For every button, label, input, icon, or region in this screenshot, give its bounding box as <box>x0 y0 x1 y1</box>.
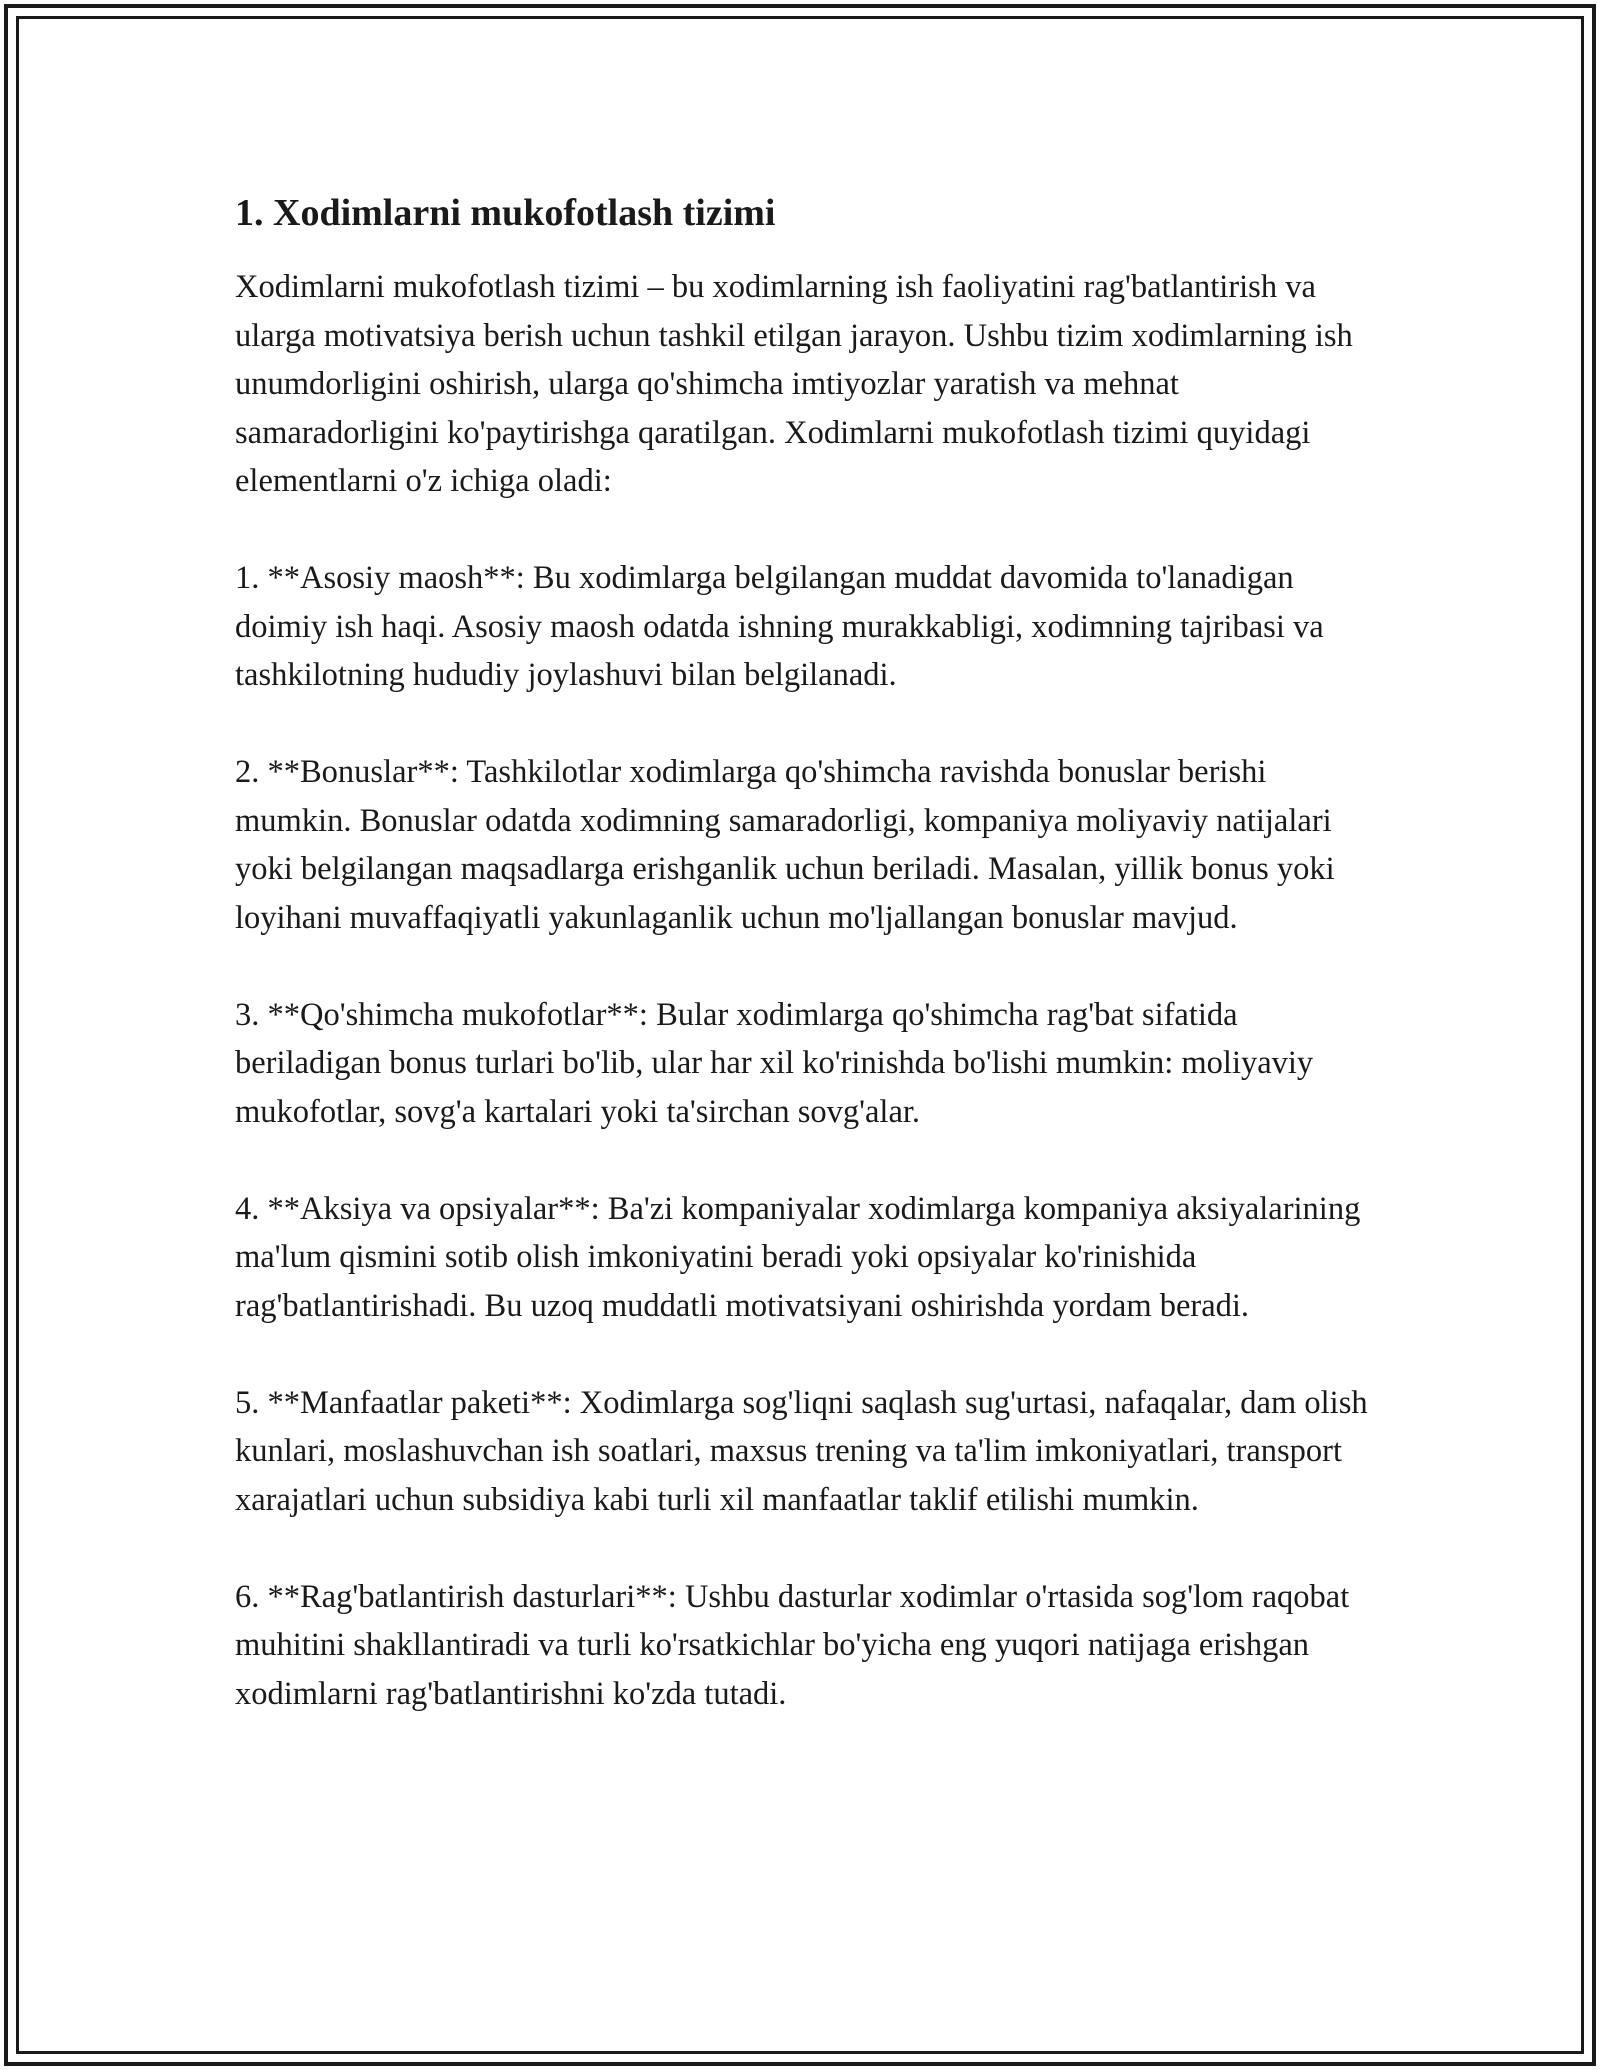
document-body <box>235 185 1385 1767</box>
list-item-additional-rewards: 3. **Qo'shimcha mukofotlar**: Bular xodimlarga qo'shimcha rag'bat sifatida beriladigan bonus turlari bo'lib, ular har xil ko'rinishda bo'lishi mumkin: moliyaviy mukofotlar, sovg'a kartalari yoki ta'sirchan sovg'alar. <box>235 996 1314 1130</box>
list-item-incentive-programs: 6. **Rag'batlantirish dasturlari**: Ushbu dasturlar xodimlar o'rtasida sog'lom raqobat muhitini shakllantiradi va turli ko'rsatkichlar bo'yicha eng yuqori natijaga erishgan xodimlarni rag'batlantirishni ko'zda tutadi. <box>235 1578 1350 1712</box>
list-item-basic-salary: 1. **Asosiy maosh**: Bu xodimlarga belgilangan muddat davomida to'lanadigan doimiy ish haqi. Asosiy maosh odatda ishning murakkabligi, xodimning tajribasi va tashkilotning hududiy joylashuvi bilan belgilanadi. <box>235 560 1324 693</box>
section-heading: 1. Xodimlarni mukofotlash tizimi <box>235 192 776 234</box>
list-item-stocks-options: 4. **Aksiya va opsiyalar**: Ba'zi kompaniyalar xodimlarga kompaniya aksiyalarining ma'lum qismini sotib olish imkoniyatini beradi yoki opsiyalar ko'rinishida rag'batlantirishadi. Bu uzoq muddatli motivatsiyani oshirishda yordam beradi. <box>235 1190 1361 1324</box>
intro-paragraph: Xodimlarni mukofotlash tizimi – bu xodimlarning ish faoliyatini rag'batlantirish va ularga motivatsiya berish uchun tashkil etilgan jarayon. Ushbu tizim xodimlarning ish unumdorligini oshirish, ularga qo'shimcha imtiyozlar yaratish va mehnat samaradorligini ko'paytirishga qaratilgan. Xodimlarni mukofotlash tizimi quyidagi elementlarni o'z ichiga oladi: <box>235 269 1353 499</box>
list-item-benefits-package: 5. **Manfaatlar paketi**: Xodimlarga sog'liqni saqlash sug'urtasi, nafaqalar, dam olish kunlari, moslashuvchan ish soatlari, maxsus trening va ta'lim imkoniyatlari, transport xarajatlari uchun subsidiya kabi turli xil manfaatlar taklif etilishi mumkin. <box>235 1384 1368 1518</box>
list-item-bonuses: 2. **Bonuslar**: Tashkilotlar xodimlarga qo'shimcha ravishda bonuslar berishi mumkin. Bonuslar odatda xodimning samaradorligi, kompaniya moliyaviy natijalari yoki belgilangan maqsadlarga erishganlik uchun beriladi. Masalan, yillik bonus yoki loyihani muvaffaqiyatli yakunlaganlik uchun mo'ljallangan bonuslar mavjud. <box>235 754 1335 936</box>
